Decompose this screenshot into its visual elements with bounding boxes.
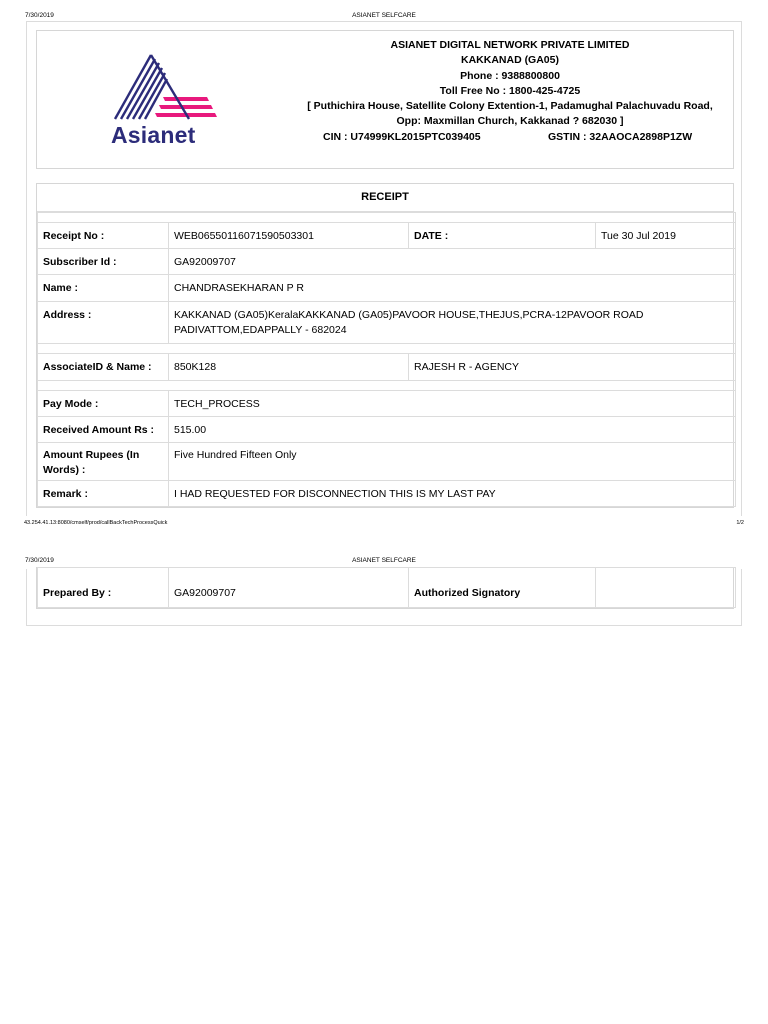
amount-words-label-line2: Words) : [43,464,86,476]
table-row [38,417,736,443]
prepared-by-label: Prepared By : [38,568,169,608]
receipt-table-box [36,183,734,508]
table-spacer [38,381,736,391]
page-header [0,557,768,567]
company-address-line1: [ Puthichira House, Satellite Colony Extention-1, Padamughal Palachuvadu Road, [307,100,713,113]
address-value [169,302,736,344]
company-name: ASIANET DIGITAL NETWORK PRIVATE LIMITED [390,39,630,51]
amount-value: 515.00 [169,417,736,443]
subscriber-id-label: Subscriber Id : [38,249,169,275]
print-title: ASIANET SELFCARE [352,12,416,19]
pay-mode-value: TECH_PROCESS [169,391,736,417]
company-info [293,38,727,145]
table-row [38,443,736,481]
print-url: 43.254.41.13:8080/cmself/prod/callBackTechProcessQuick [24,520,168,526]
amount-label: Received Amount Rs : [38,417,169,443]
receipt-table [37,212,736,507]
company-gstin: GSTIN : 32AAOCA2898P1ZW [548,130,693,143]
amount-words-value: Five Hundred Fifteen Only [169,443,736,481]
prepared-by-table [37,567,736,608]
table-spacer [38,344,736,354]
amount-words-label-line1: Amount Rupees (In [43,449,140,461]
print-date: 7/30/2019 [25,12,54,19]
address-line2: PADIVATTOM,EDAPPALLY - 682024 [174,324,347,336]
company-ids [293,130,727,145]
company-header [36,30,734,169]
pay-mode-label: Pay Mode : [38,391,169,417]
receipt-no-value: WEB06550116071590503301 [169,223,409,249]
remark-value: I HAD REQUESTED FOR DISCONNECTION THIS IS MY LAST PAY [169,481,736,507]
company-toll-free: Toll Free No : 1800-425-4725 [439,84,581,97]
company-cin: CIN : U74999KL2015PTC039405 [323,130,481,143]
amount-words-label [38,443,169,481]
table-row [38,223,736,249]
prepared-by-box [36,567,734,609]
authorized-signatory-value [596,568,736,608]
company-branch: KAKKANAD (GA05) [460,54,559,67]
associate-id-value: 850K128 [169,354,409,381]
receipt-title: RECEIPT [37,184,733,212]
date-value: Tue 30 Jul 2019 [596,223,736,249]
name-value: CHANDRASEKHARAN P R [169,275,736,302]
authorized-signatory-label: Authorized Signatory [409,568,596,608]
prepared-by-value: GA92009707 [169,568,409,608]
table-row [38,249,736,275]
company-phone: Phone : 9388800800 [460,69,560,82]
associate-name-value: RAJESH R - AGENCY [409,354,736,381]
receipt-no-label: Receipt No : [38,223,169,249]
page-footer [0,520,768,529]
remark-label: Remark : [38,481,169,507]
logo-wordmark: Asianet [111,122,196,148]
name-label: Name : [38,275,169,302]
associate-label: AssociateID & Name : [38,354,169,381]
table-row [38,481,736,507]
table-row [38,275,736,302]
table-spacer [38,213,736,223]
company-address-line2: Opp: Maxmillan Church, Kakkanad ? 682030 ] [396,115,624,128]
print-title: ASIANET SELFCARE [352,557,416,564]
date-label: DATE : [409,223,596,249]
print-date: 7/30/2019 [25,557,54,564]
subscriber-id-value: GA92009707 [169,249,736,275]
address-line1: KAKKANAD (GA05)KeralaKAKKANAD (GA05)PAVOOR HOUSE,THEJUS,PCRA-12PAVOOR ROAD [174,309,644,321]
table-row [38,568,736,608]
page-number: 1/2 [736,520,744,526]
table-row [38,302,736,344]
table-row [38,354,736,381]
table-row [38,391,736,417]
address-label: Address : [38,302,169,344]
